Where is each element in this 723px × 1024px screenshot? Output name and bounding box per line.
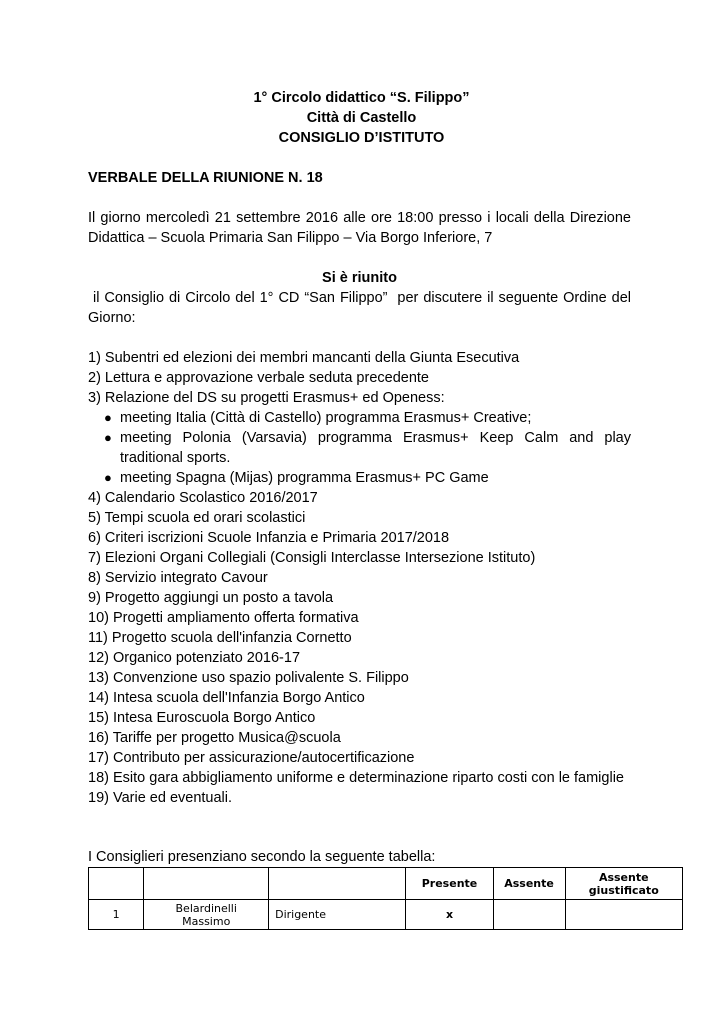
agenda-item: 5) Tempi scuola ed orari scolastici <box>88 510 306 526</box>
agenda-item: 9) Progetto aggiungi un posto a tavola <box>88 590 334 606</box>
agenda-item: 18) Esito gara abbigliamento uniforme e determinazione riparto costi con le famiglie <box>88 770 624 786</box>
header-name <box>144 868 269 900</box>
agenda-item: 1) Subentri ed elezioni dei membri mancanti della Giunta Esecutiva <box>88 350 520 366</box>
header-presente: Presente <box>406 868 493 900</box>
agenda-subitem: ● meeting Polonia (Varsavia) programma Erasmus+ Keep Calm and play traditional sports. <box>104 430 631 466</box>
agenda-item: 3) Relazione del DS su progetti Erasmus+ ed Openess: <box>88 390 445 406</box>
agenda-item: 14) Intesa scuola dell'Infanzia Borgo Antico <box>88 690 365 706</box>
agenda-item: 7) Elezioni Organi Collegiali (Consigli Interclasse Intersezione Istituto) <box>88 550 536 566</box>
agenda-item: 4) Calendario Scolastico 2016/2017 <box>88 490 318 506</box>
header-number <box>89 868 144 900</box>
agenda-list <box>88 348 631 808</box>
cell-role: Dirigente <box>269 900 406 930</box>
council-name: CONSIGLIO D’ISTITUTO <box>278 130 445 146</box>
agenda-item: 13) Convenzione uso spazio polivalente S. Filippo <box>88 670 409 686</box>
header-role <box>269 868 406 900</box>
attendance-table <box>88 867 683 930</box>
bullet-icon: ● <box>104 410 112 425</box>
cell-assente <box>493 900 565 930</box>
bullet-icon: ● <box>104 430 112 445</box>
agenda-item: 17) Contributo per assicurazione/autocertificazione <box>88 750 415 766</box>
document-title: VERBALE DELLA RIUNIONE N. 18 <box>88 170 323 186</box>
si-riunito-heading: Si è riunito <box>322 270 397 286</box>
header-assente: Assente <box>493 868 565 900</box>
council-paragraph: il Consiglio di Circolo del 1° CD “San Filippo” per discutere il seguente Ordine del Giorno: <box>88 290 636 326</box>
table-row <box>89 900 683 930</box>
city-name: Città di Castello <box>306 110 417 126</box>
cell-name: Belardinelli Massimo <box>144 900 269 930</box>
cell-presente: x <box>406 900 493 930</box>
agenda-item: 16) Tariffe per progetto Musica@scuola <box>88 730 341 746</box>
agenda-item: 15) Intesa Euroscuola Borgo Antico <box>88 710 316 726</box>
agenda-item: 19) Varie ed eventuali. <box>88 790 233 806</box>
document-header <box>0 88 723 148</box>
header-assente-giustificato: Assente giustificato <box>565 868 682 900</box>
bullet-icon: ● <box>104 470 112 485</box>
agenda-item: 8) Servizio integrato Cavour <box>88 570 268 586</box>
cell-number: 1 <box>89 900 144 930</box>
agenda-item: 2) Lettura e approvazione verbale seduta precedente <box>88 370 429 386</box>
table-header-row <box>89 868 683 900</box>
agenda-item: 10) Progetti ampliamento offerta formativa <box>88 610 359 626</box>
agenda-item: 11) Progetto scuola dell'infanzia Cornetto <box>88 630 352 646</box>
agenda-subitems <box>88 408 631 488</box>
agenda-item: 6) Criteri iscrizioni Scuole Infanzia e Primaria 2017/2018 <box>88 530 450 546</box>
agenda-subitem: ● meeting Italia (Città di Castello) programma Erasmus+ Creative; <box>104 410 532 426</box>
intro-paragraph: Il giorno mercoledì 21 settembre 2016 alle ore 18:00 presso i locali della Direzione Didattica – Scuola Primaria San Filippo – Via Borgo Inferiore, 7 <box>88 210 631 246</box>
school-name: 1° Circolo didattico “S. Filippo” <box>253 90 470 106</box>
agenda-item: 12) Organico potenziato 2016-17 <box>88 650 301 666</box>
cell-assente-giustificato <box>565 900 682 930</box>
agenda-subitem: ● meeting Spagna (Mijas) programma Erasmus+ PC Game <box>104 470 489 486</box>
table-intro: I Consiglieri presenziano secondo la seguente tabella: <box>88 849 436 865</box>
